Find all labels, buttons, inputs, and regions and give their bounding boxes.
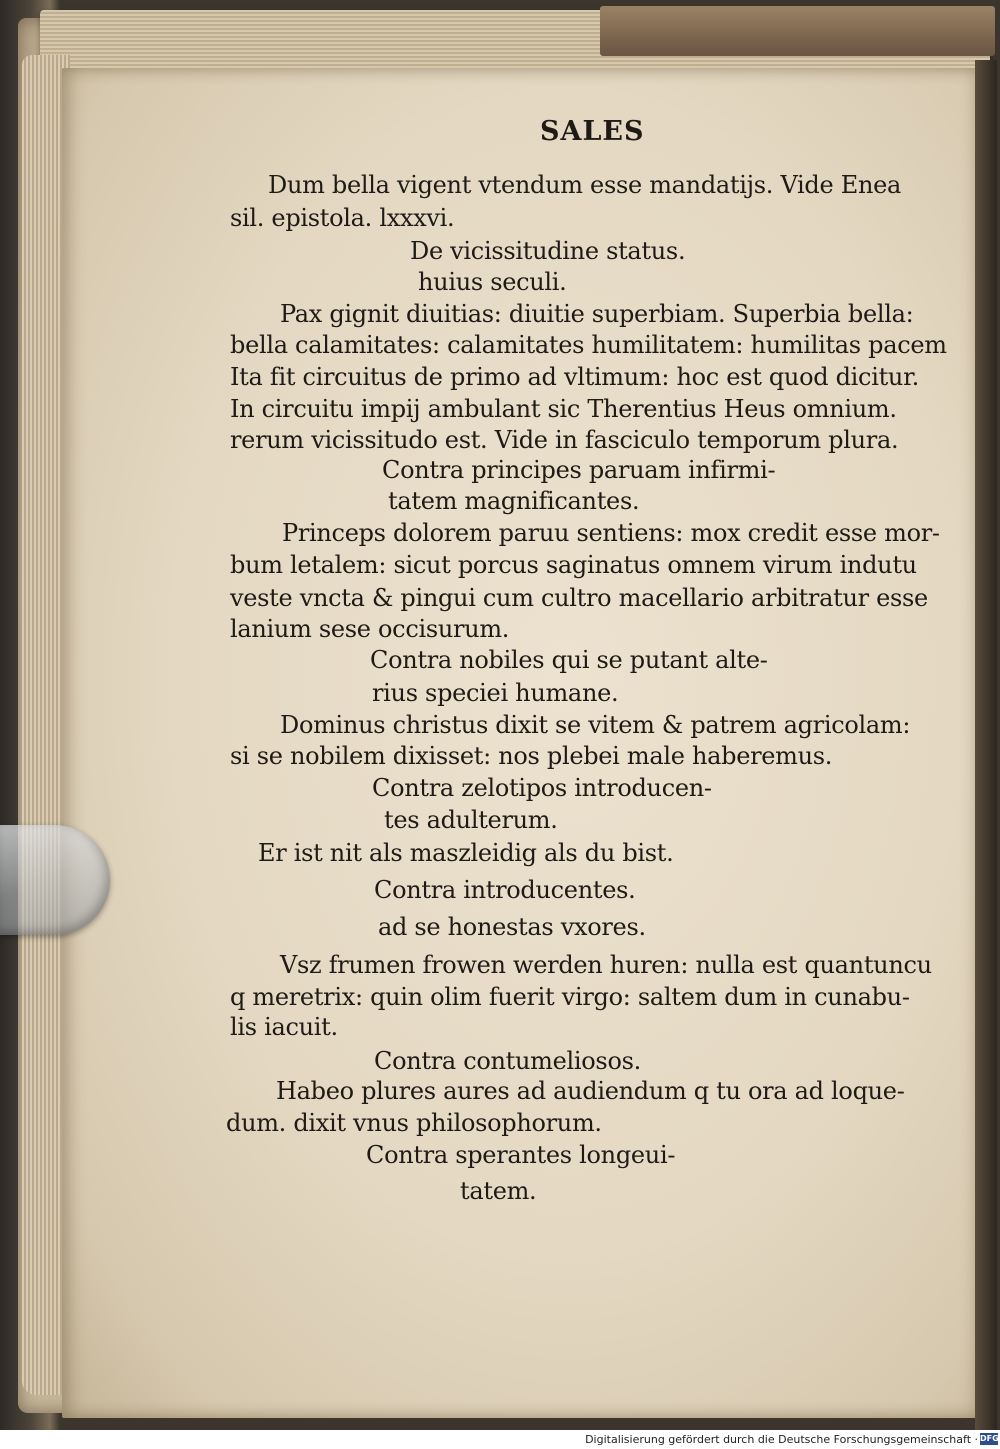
text-line: bella calamitates: calamitates humilitatem: humilitas pacem (230, 331, 947, 359)
section-heading: ad se honestas vxores. (378, 913, 646, 941)
section-heading: Contra nobiles qui se putant alte- (370, 646, 768, 674)
text-line: Princeps dolorem paruu sentiens: mox credit esse mor- (282, 519, 940, 547)
dfg-logo-icon: DFG (980, 1434, 999, 1443)
section-heading: tes adulterum. (384, 806, 558, 834)
section-heading: rius speciei humane. (372, 679, 619, 707)
text-line: lanium sese occisurum. (230, 615, 510, 643)
section-heading: tatem. (460, 1177, 537, 1205)
text-line: Ita fit circuitus de primo ad vltimum: hoc est quod dicitur. (230, 363, 919, 391)
text-line: In circuitu impij ambulant sic Therentius Heus omnium. (230, 395, 897, 423)
text-line: bum letalem: sicut porcus saginatus omnem virum indutu (230, 551, 917, 579)
section-heading: Contra principes paruam infirmi- (382, 456, 776, 484)
text-line: rerum vicissitudo est. Vide in fasciculo temporum plura. (230, 426, 899, 454)
section-heading: Contra sperantes longeui- (366, 1141, 676, 1169)
text-line: Dum bella vigent vtendum esse mandatijs. Vide Enea (268, 171, 902, 199)
text-line: Dominus christus dixit se vitem & patrem agricolam: (280, 711, 911, 739)
text-line: veste vncta & pingui cum cultro macellario arbitratur esse (230, 584, 928, 612)
text-line: q meretrix: quin olim fuerit virgo: saltem dum in cunabu- (230, 983, 910, 1011)
funding-credit: Digitalisierung gefördert durch die Deutsche Forschungsgemeinschaft · (585, 1433, 978, 1446)
section-heading: tatem magnificantes. (388, 487, 640, 515)
text-line: si se nobilem dixisset: nos plebei male haberemus. (230, 742, 833, 770)
section-heading: Contra contumeliosos. (374, 1047, 641, 1075)
section-heading: huius seculi. (418, 268, 567, 296)
text-line: Er ist nit als maszleidig als du bist. (258, 839, 674, 867)
running-head: SALES (540, 116, 645, 147)
section-heading: De vicissitudine status. (410, 237, 686, 265)
text-line: Pax gignit diuitias: diuitie superbiam. Superbia bella: (280, 300, 914, 328)
text-line: Vsz frumen frowen werden huren: nulla est quantuncu (280, 951, 932, 979)
text-line: lis iacuit. (230, 1013, 338, 1041)
text-line: dum. dixit vnus philosophorum. (226, 1109, 602, 1137)
text-line: Habeo plures aures ad audiendum q tu ora ad loque- (276, 1077, 905, 1105)
section-heading: Contra zelotipos introducen- (372, 774, 712, 802)
section-heading: Contra introducentes. (374, 876, 636, 904)
text-line: sil. epistola. lxxxvi. (230, 204, 455, 232)
